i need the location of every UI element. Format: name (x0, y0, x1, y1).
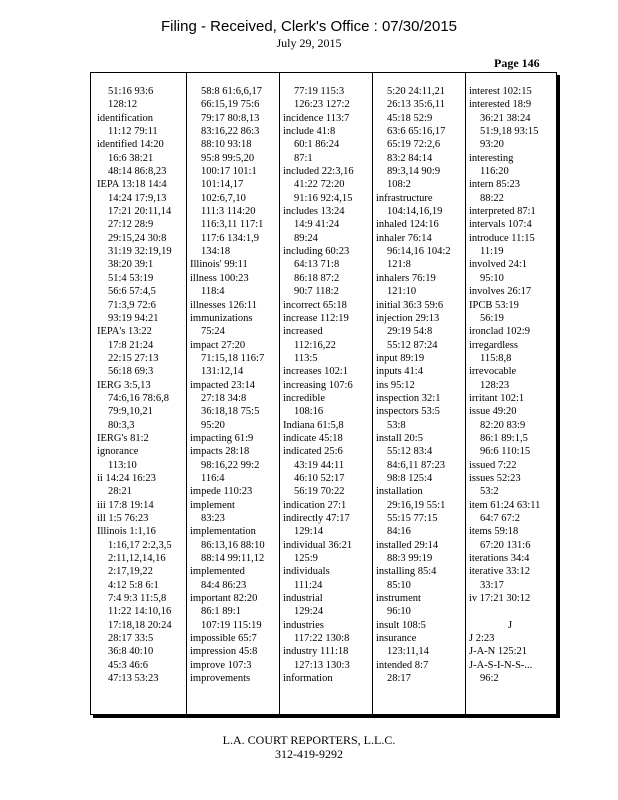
index-term: initial 36:3 59:6 (376, 299, 444, 311)
index-page-refs: 108:16 (294, 406, 324, 418)
index-page-refs: 48:14 86:8,23 (108, 166, 167, 178)
index-page-refs: 98:16,22 99:2 (201, 459, 260, 471)
index-term: interesting (469, 152, 514, 164)
index-page-refs: 89:3,14 90:9 (387, 166, 441, 178)
index-term: include 41:8 (283, 126, 336, 138)
index-term: industries (283, 619, 324, 631)
index-term: inhaler 76:14 (376, 232, 432, 244)
index-page-refs: 91:16 92:4,15 (294, 192, 353, 204)
index-page-refs: 11:12 79:11 (108, 126, 158, 138)
index-term: iii 17:8 19:14 (97, 499, 154, 511)
index-page-refs: 45:18 52:9 (387, 112, 433, 124)
index-page-refs: 53:8 (387, 419, 406, 431)
index-page-refs: 29:19 54:8 (387, 326, 433, 338)
index-page-refs: 4:12 5:8 6:1 (108, 579, 159, 591)
column-divider (279, 73, 280, 714)
index-term: infrastructure (376, 192, 433, 204)
index-page-refs: 60:1 86:24 (294, 139, 340, 151)
index-term: indicate 45:18 (283, 432, 343, 444)
index-page-refs: 128:23 (480, 379, 510, 391)
index-term: includes 13:24 (283, 206, 345, 218)
index-page-refs: 134:18 (201, 246, 231, 258)
index-column-1 (97, 85, 179, 685)
index-page-refs: 84:16 (387, 526, 411, 538)
index-page-refs: 129:24 (294, 606, 324, 618)
index-page-refs: 75:24 (201, 326, 225, 338)
index-page-refs: 56:18 69:3 (108, 366, 154, 378)
index-page-refs: 104:14,16,19 (387, 206, 443, 218)
index-column-3 (283, 85, 365, 685)
index-page-refs: 125:9 (294, 553, 318, 565)
index-page-refs: 51:4 53:19 (108, 272, 154, 284)
index-term: IEPA's 13:22 (97, 326, 152, 338)
index-page-refs: 47:13 53:23 (108, 673, 159, 685)
index-term: illnesses 126:11 (190, 299, 257, 311)
index-term: immunizations (190, 312, 253, 324)
index-term: issues 52:23 (469, 472, 521, 484)
index-page-refs: 83:23 (201, 513, 225, 524)
index-page-refs: 100:17 101:1 (201, 166, 257, 178)
index-page-refs: 98:8 125:4 (387, 472, 433, 484)
index-page-refs: 43:19 44:11 (294, 459, 345, 471)
index-page-refs: 28:21 (108, 486, 132, 498)
index-page-refs: 87:1 (294, 152, 313, 164)
index-page-refs: 115:8,8 (480, 352, 512, 364)
index-page-refs: 51:16 93:6 (108, 86, 154, 97)
index-page-refs: 51:9,18 93:15 (480, 126, 539, 138)
index-page-refs: 116:20 (480, 166, 509, 178)
index-page-refs: 116:4 (201, 472, 225, 484)
index-page-refs: 83:16,22 86:3 (201, 126, 260, 138)
index-letter-heading: J (507, 619, 513, 631)
index-term (469, 605, 551, 618)
index-page-refs: 86:13,16 88:10 (201, 539, 265, 551)
index-term: item 61:24 63:11 (469, 499, 541, 511)
index-term: impacts 28:18 (190, 446, 250, 458)
index-page-refs: 38:20 39:1 (108, 259, 154, 271)
index-term: involves 26:17 (469, 286, 532, 298)
index-page-refs: 66:15,19 75:6 (201, 99, 260, 111)
filing-stamp: Filing - Received, Clerk's Office : 07/30/2015 (160, 18, 458, 35)
index-page-refs: 127:13 130:3 (294, 659, 350, 671)
index-page-refs: 1:16,17 2:2,3,5 (108, 539, 172, 551)
index-term: indirectly 47:17 (283, 513, 350, 524)
index-page-refs: 88:10 93:18 (201, 139, 252, 151)
index-page-refs: 131:12,14 (201, 366, 244, 378)
index-page-refs: 36:18,18 75:5 (201, 406, 260, 418)
index-term: incorrect 65:18 (283, 299, 347, 311)
index-page-refs: 111:24 (294, 579, 323, 591)
index-term: including 60:23 (283, 246, 350, 258)
index-page-refs: 129:14 (294, 526, 324, 538)
index-term: impossible 65:7 (190, 633, 257, 645)
court-reporter-phone: 312-419-9292 (275, 747, 343, 761)
index-page-refs: 88:3 99:19 (387, 553, 433, 565)
index-term: IERG's 81:2 (97, 432, 149, 444)
index-page-refs: 14:9 41:24 (294, 219, 340, 231)
index-term: impacting 61:9 (190, 432, 254, 444)
index-term: impression 45:8 (190, 646, 258, 658)
index-term: ii 14:24 16:23 (97, 472, 156, 484)
index-term: interested 18:9 (469, 99, 532, 111)
index-page-refs: 36:21 38:24 (480, 112, 531, 124)
index-page-refs: 85:10 (387, 579, 411, 591)
index-term: Illinois' 99:11 (190, 259, 248, 271)
index-term: industry 111:18 (283, 646, 349, 658)
index-page-refs: 2:17,19,22 (108, 566, 153, 578)
index-term: inhaled 124:16 (376, 219, 439, 231)
index-term: identification (97, 112, 153, 124)
index-term: J 2:23 (469, 633, 495, 645)
index-term: install 20:5 (376, 432, 423, 444)
index-page-refs: 71:3,9 72:6 (108, 299, 156, 311)
index-term: increasing 107:6 (283, 379, 353, 391)
index-page-refs: 123:11,14 (387, 646, 429, 658)
index-term: issue 49:20 (469, 406, 517, 418)
index-term: IPCB 53:19 (469, 299, 519, 311)
index-term: installation (376, 486, 423, 498)
index-term: input 89:19 (376, 352, 425, 364)
index-column-5 (469, 85, 551, 685)
index-term: installed 29:14 (376, 539, 439, 551)
index-page-refs: 111:3 114:20 (201, 206, 256, 218)
index-page-refs: 17:18,18 20:24 (108, 619, 172, 631)
index-page-refs: 7:4 9:3 11:5,8 (108, 593, 167, 605)
column-divider (372, 73, 373, 714)
index-page-refs: 28:17 (387, 673, 411, 685)
index-term: important 82:20 (190, 593, 258, 605)
index-page-refs: 41:22 72:20 (294, 179, 345, 191)
index-page-refs: 96:6 110:15 (480, 446, 531, 458)
index-term: illness 100:23 (190, 272, 249, 284)
index-page-refs: 33:17 (480, 579, 504, 591)
index-term: insult 108:5 (376, 619, 426, 631)
index-term: IEPA 13:18 14:4 (97, 179, 167, 191)
index-term: inputs 41:4 (376, 366, 423, 378)
index-page-refs: 14:24 17:9,13 (108, 192, 167, 204)
index-term: indicated 25:6 (283, 446, 343, 458)
index-page-refs: 27:18 34:8 (201, 392, 247, 404)
index-term: involved 24:1 (469, 259, 528, 271)
index-page-refs: 86:1 89:1 (201, 606, 241, 618)
index-page-refs: 56:6 57:4,5 (108, 286, 156, 298)
index-page-refs: 29:15,24 30:8 (108, 232, 167, 244)
index-term: implement (190, 499, 235, 511)
index-page-refs: 95:8 99:5,20 (201, 152, 255, 164)
index-page-refs: 113:5 (294, 352, 318, 364)
index-page-refs: 11:22 14:10,16 (108, 606, 172, 618)
index-page-refs: 11:19 (480, 246, 504, 258)
index-term: impact 27:20 (190, 339, 246, 351)
index-term: industrial (283, 593, 323, 605)
index-page-refs: 89:24 (294, 232, 318, 244)
index-page-refs: 113:10 (108, 459, 137, 471)
index-page-refs: 112:16,22 (294, 339, 336, 351)
index-term: individuals (283, 566, 330, 578)
index-term: interpreted 87:1 (469, 206, 536, 218)
index-page-refs: 117:6 134:1,9 (201, 232, 259, 244)
index-page-refs: 79:17 80:8,13 (201, 112, 260, 124)
index-page-refs: 64:13 71:8 (294, 259, 340, 271)
index-page-refs: 36:8 40:10 (108, 646, 154, 658)
index-column-4 (376, 85, 458, 685)
index-page-refs: 55:15 77:15 (387, 513, 438, 524)
index-term: items 59:18 (469, 526, 519, 538)
index-page-refs: 27:12 28:9 (108, 219, 154, 231)
index-term: ins 95:12 (376, 379, 415, 391)
index-page-refs: 17:8 21:24 (108, 339, 154, 351)
index-term: Indiana 61:5,8 (283, 419, 344, 431)
index-term: injection 29:13 (376, 312, 440, 324)
index-page-refs: 16:6 38:21 (108, 152, 154, 164)
index-term: ill 1:5 76:23 (97, 513, 149, 524)
index-page-refs: 107:19 115:19 (201, 619, 262, 631)
index-page-refs: 56:19 70:22 (294, 486, 345, 498)
index-page-refs: 84:4 86:23 (201, 579, 247, 591)
index-term: J-A-N 125:21 (469, 646, 528, 658)
index-term: improvements (190, 673, 251, 685)
index-page-refs: 17:21 20:11,14 (108, 206, 172, 218)
index-page-refs: 64:7 67:2 (480, 513, 520, 524)
court-reporter-name: L.A. COURT REPORTERS, L.L.C. (222, 733, 396, 747)
index-term: increases 102:1 (283, 366, 349, 378)
index-page-refs: 116:3,11 117:1 (201, 219, 264, 231)
index-term: incidence 113:7 (283, 112, 350, 124)
index-page-refs: 118:4 (201, 286, 225, 298)
index-page-refs: 58:8 61:6,6,17 (201, 86, 262, 97)
index-page-refs: 88:22 (480, 192, 504, 204)
index-term: increase 112:19 (283, 312, 349, 324)
index-term: implemented (190, 566, 245, 578)
index-term: iterative 33:12 (469, 566, 530, 578)
index-page-refs: 29:16,19 55:1 (387, 499, 446, 511)
index-term: issued 7:22 (469, 459, 517, 471)
index-page-refs: 28:17 33:5 (108, 633, 154, 645)
index-page-refs: 63:6 65:16,17 (387, 126, 446, 138)
hearing-date: July 29, 2015 (276, 36, 342, 50)
index-page-refs: 31:19 32:19,19 (108, 246, 172, 258)
index-page-refs: 46:10 52:17 (294, 472, 345, 484)
index-page-refs: 77:19 115:3 (294, 86, 345, 97)
index-term: inspection 32:1 (376, 392, 441, 404)
index-term: incredible (283, 392, 325, 404)
index-page-refs: 96:14,16 104:2 (387, 246, 451, 258)
index-page-refs: 56:19 (480, 312, 504, 324)
index-term: included 22:3,16 (283, 166, 354, 178)
index-term: introduce 11:15 (469, 232, 535, 244)
index-term: insurance (376, 633, 417, 645)
index-term: intern 85:23 (469, 179, 521, 191)
index-term: improve 107:3 (190, 659, 252, 671)
index-term: identified 14:20 (97, 139, 164, 151)
index-page-refs: 65:19 72:2,6 (387, 139, 441, 151)
index-term: installing 85:4 (376, 566, 437, 578)
index-page-refs: 96:2 (480, 673, 499, 685)
page-number: Page 146 (494, 56, 540, 70)
index-page-refs: 26:13 35:6,11 (387, 99, 445, 111)
index-term: intended 8:7 (376, 659, 429, 671)
index-page-refs: 117:22 130:8 (294, 633, 350, 645)
index-frame (90, 72, 557, 715)
index-term: irregardless (469, 339, 518, 351)
index-page-refs: 102:6,7,10 (201, 192, 246, 204)
index-term: increased (283, 326, 323, 338)
column-divider (186, 73, 187, 714)
index-page-refs: 74:6,16 78:6,8 (108, 392, 169, 404)
index-page-refs: 93:19 94:21 (108, 312, 159, 324)
index-page-refs: 71:15,18 116:7 (201, 352, 265, 364)
index-page-refs: 55:12 87:24 (387, 339, 438, 351)
index-page-refs: 128:12 (108, 99, 138, 111)
index-term: impede 110:23 (190, 486, 253, 498)
index-page-refs: 121:10 (387, 286, 417, 298)
index-page-refs: 67:20 131:6 (480, 539, 531, 551)
index-page-refs: 22:15 27:13 (108, 352, 159, 364)
index-term: indication 27:1 (283, 499, 347, 511)
index-page-refs: 126:23 127:2 (294, 99, 350, 111)
index-term: irrevocable (469, 366, 517, 378)
index-term: irritant 102:1 (469, 392, 525, 404)
footer (0, 733, 618, 761)
index-page-refs: 101:14,17 (201, 179, 244, 191)
index-term: interest 102:15 (469, 86, 532, 97)
index-page-refs: 95:10 (480, 272, 504, 284)
index-term: information (283, 673, 333, 685)
index-page-refs: 84:6,11 87:23 (387, 459, 445, 471)
index-page-refs: 82:20 83:9 (480, 419, 526, 431)
index-page-refs: 86:18 87:2 (294, 272, 340, 284)
index-page-refs: 2:11,12,14,16 (108, 553, 166, 565)
index-page-refs: 80:3,3 (108, 419, 135, 431)
index-term: inhalers 76:19 (376, 272, 436, 284)
index-term: IERG 3:5,13 (97, 379, 151, 391)
index-term: Illinois 1:1,16 (97, 526, 156, 538)
index-page-refs: 86:1 89:1,5 (480, 432, 528, 444)
index-page-refs: 90:7 118:2 (294, 286, 339, 298)
index-term: iterations 34:4 (469, 553, 530, 565)
index-page-refs: 93:20 (480, 139, 504, 151)
index-page-refs: 45:3 46:6 (108, 659, 148, 671)
index-page-refs: 108:2 (387, 179, 411, 191)
index-page-refs: 53:2 (480, 486, 499, 498)
index-term: ignorance (97, 446, 139, 458)
index-page-refs: 55:12 83:4 (387, 446, 433, 458)
index-term: J-A-S-I-N-S-... (469, 659, 533, 671)
index-page-refs: 95:20 (201, 419, 225, 431)
index-page-refs: 5:20 24:11,21 (387, 86, 445, 97)
index-page-refs: 121:8 (387, 259, 411, 271)
index-page-refs: 88:14 99:11,12 (201, 553, 265, 565)
index-term: implementation (190, 526, 256, 538)
index-term: ironclad 102:9 (469, 326, 530, 338)
index-page-refs: 83:2 84:14 (387, 152, 433, 164)
column-divider (465, 73, 466, 714)
index-term: impacted 23:14 (190, 379, 256, 391)
index-term: iv 17:21 30:12 (469, 593, 531, 605)
index-page-refs: 79:9,10,21 (108, 406, 153, 418)
index-column-2 (190, 85, 272, 685)
index-term: intervals 107:4 (469, 219, 532, 231)
index-page-refs: 96:10 (387, 606, 411, 618)
index-term: individual 36:21 (283, 539, 353, 551)
index-term: instrument (376, 593, 421, 605)
index-term: inspectors 53:5 (376, 406, 440, 418)
